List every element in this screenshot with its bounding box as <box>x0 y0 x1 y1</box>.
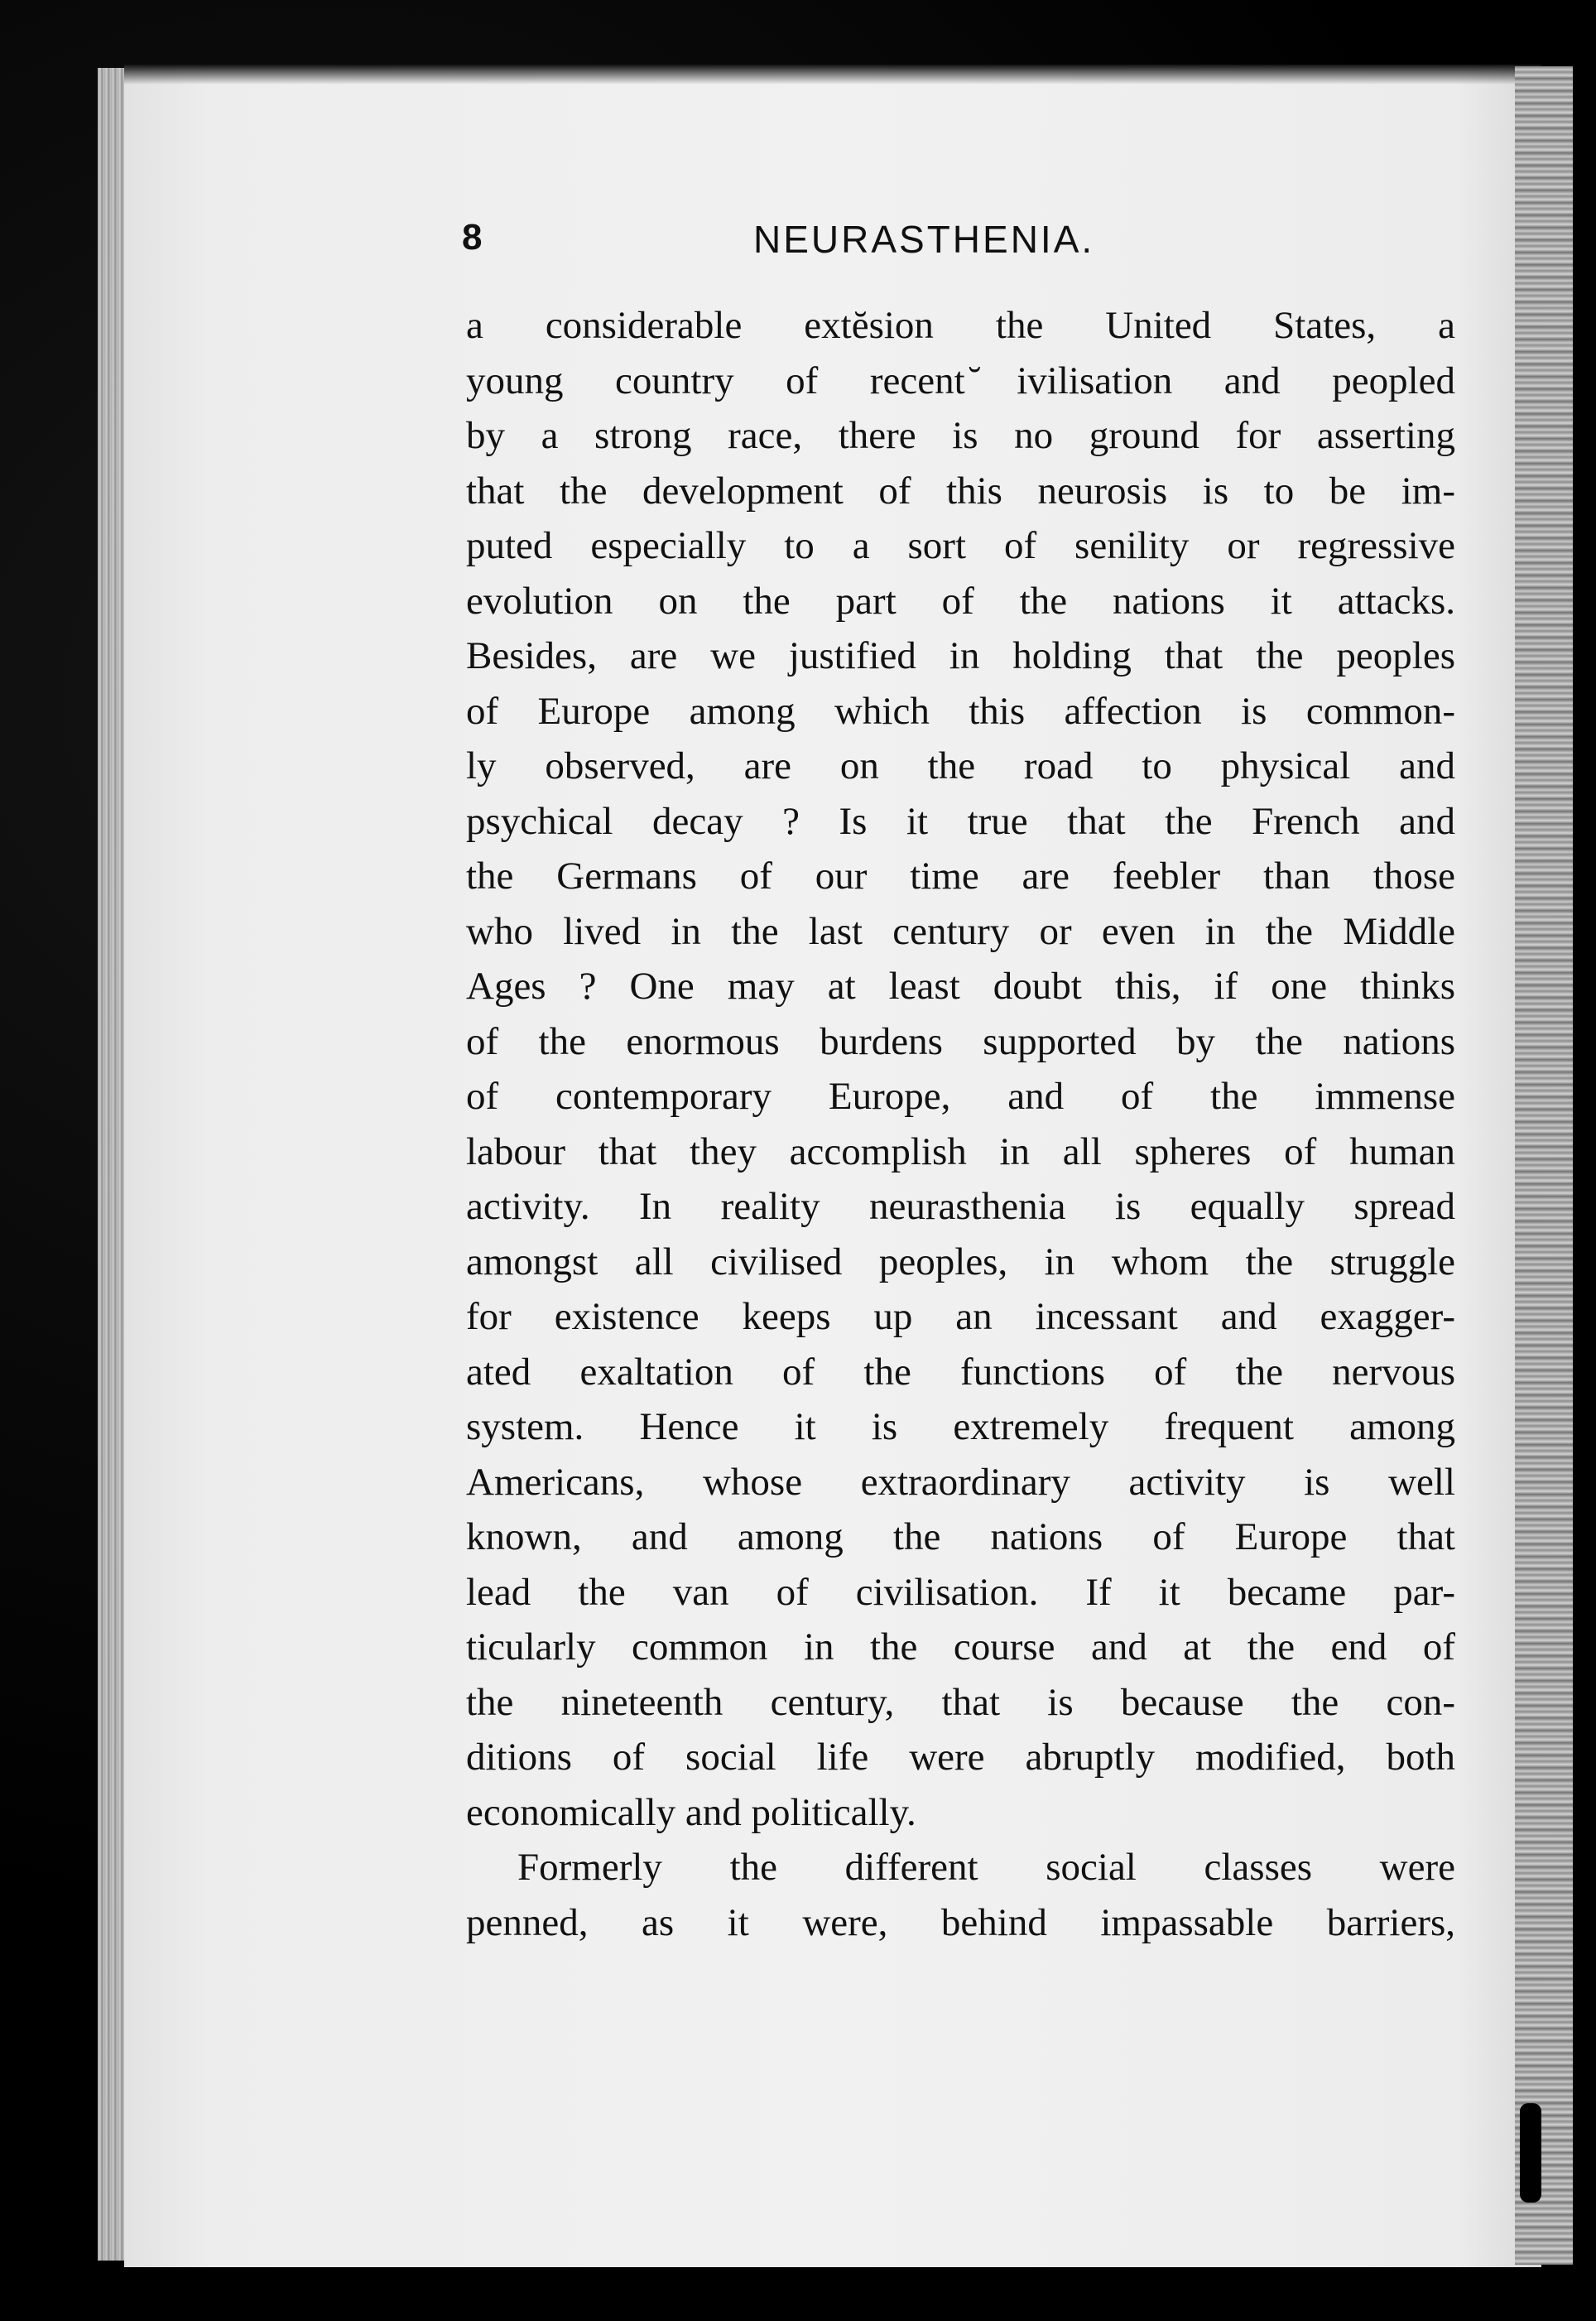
text-line: of the enormous burdens supported by the nations <box>466 1019 1455 1063</box>
text-line: penned, as it were, behind impassable barriers, <box>466 1900 1455 1944</box>
text-line: the nineteenth century, that is because the con- <box>466 1680 1455 1724</box>
text-line: activity. In reality neurasthenia is equally spread <box>466 1185 1455 1228</box>
text-line: labour that they accomplish in all spheres of human <box>466 1129 1455 1173</box>
text-line: lead the van of civilisation. If it became par- <box>466 1570 1455 1614</box>
page-number: 8 <box>462 217 483 258</box>
text-line: amongst all civilised peoples, in whom the struggle <box>466 1240 1455 1283</box>
text-line: a considerable extĕsion the United States, a <box>466 304 1455 347</box>
text-line: ditions of social life were abruptly modified, both <box>466 1736 1455 1779</box>
text-line: Besides, are we justified in holding that the peoples <box>466 634 1455 677</box>
text-line: ticularly common in the course and at the end of <box>466 1625 1455 1669</box>
paragraph-1 <box>466 298 1455 1840</box>
body-text <box>466 298 1455 1950</box>
text-line: Americans, whose extraordinary activity is well <box>466 1460 1455 1504</box>
text-line: system. Hence it is extremely frequent among <box>466 1405 1455 1448</box>
text-line: known, and among the nations of Europe that <box>466 1515 1455 1558</box>
book-binding-gutter <box>1515 66 1573 2265</box>
text-line: that the development of this neurosis is to be im- <box>466 469 1455 513</box>
text-line: of contemporary Europe, and of the immense <box>466 1075 1455 1118</box>
text-line: psychical decay ? Is it true that the French and <box>466 799 1455 843</box>
text-line: for existence keeps up an incessant and exagger- <box>466 1295 1455 1338</box>
text-line: Ages ? One may at least doubt this, if one thinks <box>466 965 1455 1008</box>
text-line: ated exaltation of the functions of the nervous <box>466 1350 1455 1394</box>
text-line: economically and politically. <box>466 1790 916 1834</box>
text-line: who lived in the last century or even in the Middle <box>466 909 1455 953</box>
binding-clip <box>1520 2103 1541 2203</box>
page-heading: NEURASTHENIA. <box>753 218 1095 261</box>
text-line: the Germans of our time are feebler than those <box>466 855 1455 898</box>
text-line: Formerly the different social classes were <box>517 1846 1455 1889</box>
text-line: of Europe among which this affection is common- <box>466 689 1455 733</box>
text-line: puted especially to a sort of senility or regressive <box>466 524 1455 567</box>
text-line: by a strong race, there is no ground for asserting <box>466 414 1455 457</box>
text-line: ly observed, are on the road to physical and <box>466 744 1455 787</box>
text-line: evolution on the part of the nations it attacks. <box>466 579 1455 623</box>
running-head <box>462 217 1455 275</box>
paragraph-2 <box>466 1840 1455 1950</box>
text-line: young country of recent ̆ivilisation and peopled <box>466 359 1455 402</box>
page-top-shadow <box>124 65 1541 84</box>
